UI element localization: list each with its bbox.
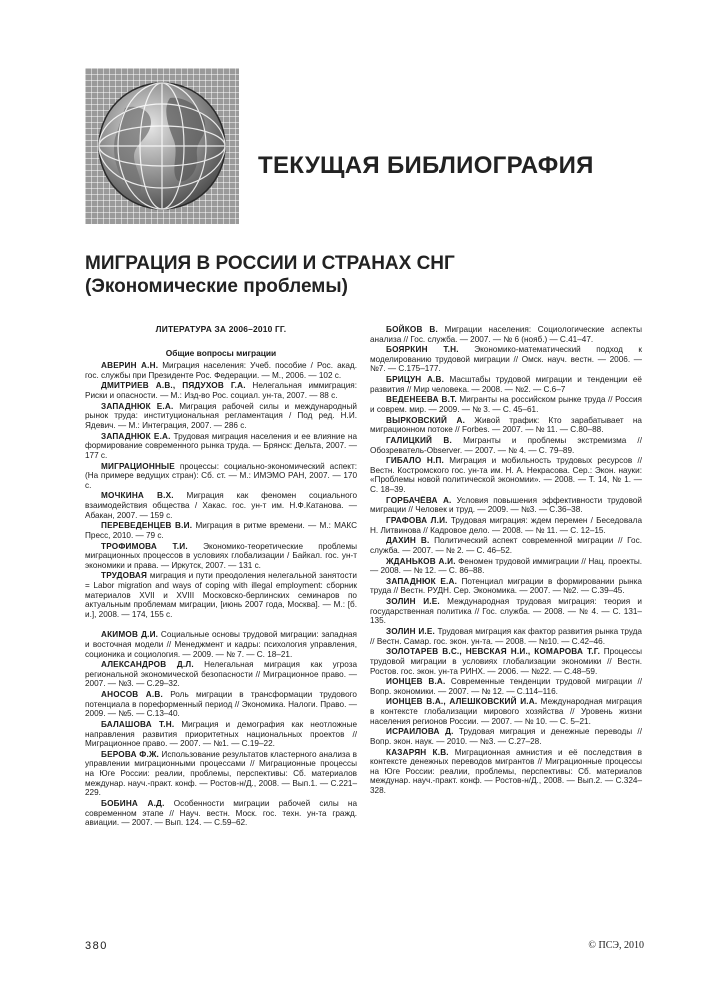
bibliography-entry [85, 750, 357, 798]
bibliography-entry [370, 516, 642, 535]
entry-author: ГРАФОВА Л.И. [386, 516, 448, 526]
entry-author: АНОСОВ А.В. [101, 690, 163, 700]
bibliography-entry [85, 381, 357, 400]
entry-author: БАЛАШОВА Т.Н. [101, 720, 175, 729]
entry-text: Миграция в ритме времени. — М.: МАКС Пресс, 2010. — 79 с. [85, 521, 357, 540]
entry-text: Особенности миграции рабочей силы на современном этапе // Науч. вестн. Моск. гос. техн. ун-та гражд. авиации. — 2007. — Вып. 124. — С.59–62. [85, 798, 357, 828]
entry-author: ВЫРКОВСКИЙ А. [386, 415, 466, 425]
entry-author: МИГРАЦИОННЫЕ [101, 461, 175, 471]
entry-author: ГАЛИЦКИЙ В. [386, 436, 453, 445]
globe-graphic [85, 68, 239, 224]
entry-author: ЖДАНЬКОВ А.И. [386, 556, 456, 566]
entry-author: ВЕДЕНЕЕВА В.Т. [386, 395, 457, 405]
bibliography-entry [85, 402, 357, 431]
bibliography-entry [370, 536, 642, 555]
entry-text: Миграция и демография как неотложные направления развития приоритетных национальных проектов // Миграционное право. — 2007. — №1. — С.19–22. [85, 720, 358, 749]
entry-text: Масштабы трудовой миграции и тенденции её развития // Мир человека. — 2008. — №2. — С.6–7 [370, 375, 642, 394]
entry-text: Феномен трудовой иммиграции // Нац. проекты. — 2008. — № 12. — С. 86–88. [370, 556, 642, 576]
entry-author: ДАХИН В. [386, 536, 430, 546]
entry-text: Нелегальная миграция как угроза региональной экономической безопасности // Миграционное право. — 2007. — №3. — С.29–32. [85, 660, 358, 689]
page-number: 380 [85, 940, 108, 952]
bibliography-entry [370, 557, 642, 576]
entry-text: Трудовая миграция: ждем перемен / Беседовала Н. Литвинова // Кадровое дело. — 2008. — № 11. — С. 12–15. [370, 516, 643, 535]
entry-text: Условия повышения эффективности трудовой миграции // Человек и труд. — 2009. — №3. — С.36–38. [370, 495, 642, 515]
entry-author: ЗОЛОТАРЕВ В.С., НЕВСКАЯ Н.И., КОМАРОВА Т.Г. [386, 647, 601, 657]
bibliography-entry [85, 521, 357, 540]
entry-author: БОЯРКИН Т.Н. [386, 345, 459, 355]
entry-author: ЗОЛИН И.Е. [386, 627, 436, 637]
entry-author: МОЧКИНА В.Х. [101, 491, 174, 501]
bibliography-entry [370, 496, 642, 515]
bibliography-entry [370, 325, 642, 344]
entry-author: ГОРБАЧЁВА А. [386, 495, 452, 505]
entry-author: КАЗАРЯН К.В. [386, 747, 449, 757]
bibliography-entry [85, 361, 357, 380]
bibliography-entry [370, 345, 642, 374]
entry-text: Экономико-математический подход к моделированию трудовой миграции // Омск. науч. вестн. — 2006. — №7. — С.175–177. [370, 345, 643, 374]
entry-text: Международная миграция в контексте глобализации мирового хозяйства // Уровень жизни населения регионов России. — 2007. — № 10. — С. 5–21. [370, 697, 642, 726]
bibliography-entry [370, 748, 642, 796]
entry-author: ЗОЛИН И.Е. [386, 597, 440, 607]
entry-author: ИСРАИЛОВА Д. [386, 727, 454, 737]
bibliography-entry [85, 542, 357, 571]
bibliography-entry [85, 491, 357, 520]
entry-author: ТРОФИМОВА Т.И. [101, 541, 188, 551]
entry-text: Мигранты на российском рынке труда // Россия и соврем. мир. — 2009. — № 3. — С. 45–61. [370, 395, 642, 415]
bibliography-entry [85, 630, 357, 659]
entry-author: АЛЕКСАНДРОВ Д.Л. [101, 660, 194, 670]
right-entries [370, 325, 642, 796]
entry-text: Социальные основы трудовой миграции: западная и восточная модели // Менеджмент и кадры: психология управления, соционика и социология. — 2009. — № 7. — С. 18–21. [85, 630, 357, 659]
bibliography-entry [370, 577, 642, 596]
section-title: ТЕКУЩАЯ БИБЛИОГРАФИЯ [258, 152, 594, 179]
left-column [85, 325, 357, 829]
entry-text: Трудовая миграция населения и ее влияние на формирование современного рынка труда. — Брянск: Дельта, 2007. — 177 с. [85, 431, 357, 460]
copyright: © ПСЭ, 2010 [588, 940, 644, 951]
entry-text: Миграция и мобильность трудовых ресурсов // Вестн. Костромского гос. ун-та им. Н. А. Некрасова. Сер.: Экон. науки: «Проблемы новой политической экономии». — 2008. — Т. 14, № 1. — С. 18–39. [370, 456, 642, 495]
entry-author: ТРУДОВАЯ [101, 571, 148, 581]
bibliography-entry [370, 597, 642, 626]
subheading: Общие вопросы миграции [165, 347, 277, 358]
bibliography-entry [370, 436, 642, 455]
bibliography-entry [370, 456, 642, 494]
bibliography-entry [85, 799, 357, 828]
bibliography-entry [370, 627, 642, 646]
entry-text: Живой трафик: Кто зарабатывает на миграционном потоке // Forbes. — 2007. — № 11. — С.80–88. [370, 415, 642, 435]
bibliography-entry [370, 727, 642, 746]
entry-text: Нелегальная иммиграция: Риски и опасности. — М.: Изд-во Рос. социал. ун-та, 2007. — 88 с. [85, 381, 357, 401]
entry-text: Политический аспект современной миграции // Гос. служба. — 2007. — № 2. — С. 46–52. [370, 536, 642, 555]
right-column [370, 325, 642, 797]
entry-author: ГИБАЛО Н.П. [386, 456, 445, 466]
entry-text: процессы: социально-экономический аспект: (На примере ведущих стран): Сб. ст. — М.: ИМЭМО РАН, 2007. — 170 с. [85, 461, 357, 490]
entry-text: Экономико-теоретические проблемы миграционных процессов в условиях глобализации / Байкал. гос. ун-т экономики и права. — Иркутск, 2007. — 131 с. [85, 541, 357, 570]
bibliography-entry [370, 375, 642, 394]
left-entries [85, 361, 357, 828]
entry-text: Международная трудовая миграция: теория и государственная политика // Гос. служба. — 2008. — № 4. — С. 131–135. [370, 597, 642, 626]
entry-text: Использование результатов кластерного анализа в управлении миграционными процессами // Миграционные процессы на Юге России: реалии, проблемы, перспективы: Сб. материалов междунар. науч.-практ. конф. — Ростов-н/Д., 2008. — Вып.1. — С.221–229. [85, 749, 357, 798]
entry-text: Миграция рабочей силы и международный рынок труда: институциональная регламентация / Под ред. Н.И. Ядевич. — М.: Интеграция, 2007. — 286 с. [85, 401, 357, 430]
entry-text: Миграция как феномен социального взаимодействия общества / Хакас. гос. ун-т им. Н.Ф.Катанова. — Абакан, 2007. — 159 с. [85, 491, 357, 520]
entry-author: ИОНЦЕВ В.А., АЛЕШКОВСКИЙ И.А. [386, 697, 538, 707]
bibliography-entry [370, 416, 642, 435]
entry-author: ЗАПАДНЮК Е.А. [101, 401, 174, 411]
bibliography-entry [370, 647, 642, 676]
entry-author: ИОНЦЕВ В.А. [386, 677, 446, 687]
main-title-line2: (Экономические проблемы) [85, 276, 348, 297]
bibliography-entry [85, 571, 357, 619]
entry-text: Роль миграции в трансформации трудового потенциала в пореформенный период // Экономика. Налоги. Право. — 2009. — №5. — С.13–40. [85, 690, 357, 719]
entry-text: Трудовая миграция и денежные переводы // Вопр. экон. наук. — 2010. — №3. — С.27–28. [370, 727, 642, 746]
bibliography-entry [370, 697, 642, 726]
entry-author: БОЙКОВ В. [386, 325, 439, 334]
bibliography-entry [85, 690, 357, 719]
entry-text: миграция и пути преодоления нелегальной занятости = Labor migration and ways of coping with illegal employment: сборник материалов XVII и XVIII Московско-берлинских семинаров по актуальным проблемам миграции, [июнь 2007 года, Москва]. — М.: [б. и.], 2008. — 174, 155 с. [85, 571, 357, 619]
entry-text: Современные тенденции трудовой миграции // Вопр. экономики. — 2007. — № 12. — С.114–116. [370, 677, 643, 696]
entry-author: БЕРОВА Ф.Ж. [101, 749, 160, 759]
entry-author: АКИМОВ Д.И. [101, 630, 159, 640]
entry-author: ДМИТРИЕВ А.В., ПЯДУХОВ Г.А. [101, 381, 246, 391]
entry-author: АВЕРИН А.Н. [101, 361, 159, 371]
entry-author: ЗАПАДНЮК Е.А. [386, 576, 458, 586]
entry-text: Миграционная амнистия и её последствия в контексте денежных переводов мигрантов // Миграционные процессы на Юге России: реалии, проблемы, перспективы: Сб. материалов междунар. науч.-практ. конф. — Ростов-н/Д., 2008. — Вып.2. — С.324–328. [370, 747, 643, 795]
bibliography-entry [85, 432, 357, 461]
entry-author: ЗАПАДНЮК Е.А. [101, 431, 171, 441]
entry-author: БРИЦУН А.В. [386, 375, 445, 385]
main-title-line1: МИГРАЦИЯ В РОССИИ И СТРАНАХ СНГ [85, 253, 455, 274]
entry-text: Мигранты и проблемы экстремизма // Обозреватель-Observer. — 2007. — № 4. — С. 79–89. [370, 436, 642, 455]
entry-text: Потенциал миграции в формировании рынка труда // Вестн. РУДН. Сер. Экономика. — 2007. — №2. — С.39–45. [370, 576, 642, 596]
entry-author: ПЕРЕВЕДЕНЦЕВ В.И. [101, 521, 193, 531]
entry-text: Миграция населения: Учеб. пособие / Рос. акад. гос. службы при Президенте Рос. Федерации. — М., 2006. — 102 с. [85, 361, 357, 380]
entry-text: Трудовая миграция как фактор развития рынка труда // Вестн. Самар. гос. экон. ун-та. — 2008. — №10. — С.42–46. [370, 627, 642, 646]
entry-author: БОБИНА А.Д. [101, 798, 165, 808]
bibliography-entry [370, 395, 642, 414]
bibliography-entry [85, 660, 357, 689]
bibliography-entry [85, 462, 357, 491]
bibliography-entry [370, 677, 642, 696]
entry-text: Миграции населения: Социологические аспекты анализа // Гос. служба. — 2007. — № 6 (нояб.) — С.41–47. [370, 325, 642, 344]
bibliography-entry [85, 720, 357, 749]
entry-text: Процессы трудовой миграции в условиях глобализации экономики // Вестн. Ростов. гос. экон. ун-та РИНХ. — 2006. — №22. — С.48–59. [370, 647, 642, 676]
literature-heading: ЛИТЕРАТУРА ЗА 2006–2010 ГГ. [155, 324, 287, 334]
main-title [85, 252, 455, 298]
